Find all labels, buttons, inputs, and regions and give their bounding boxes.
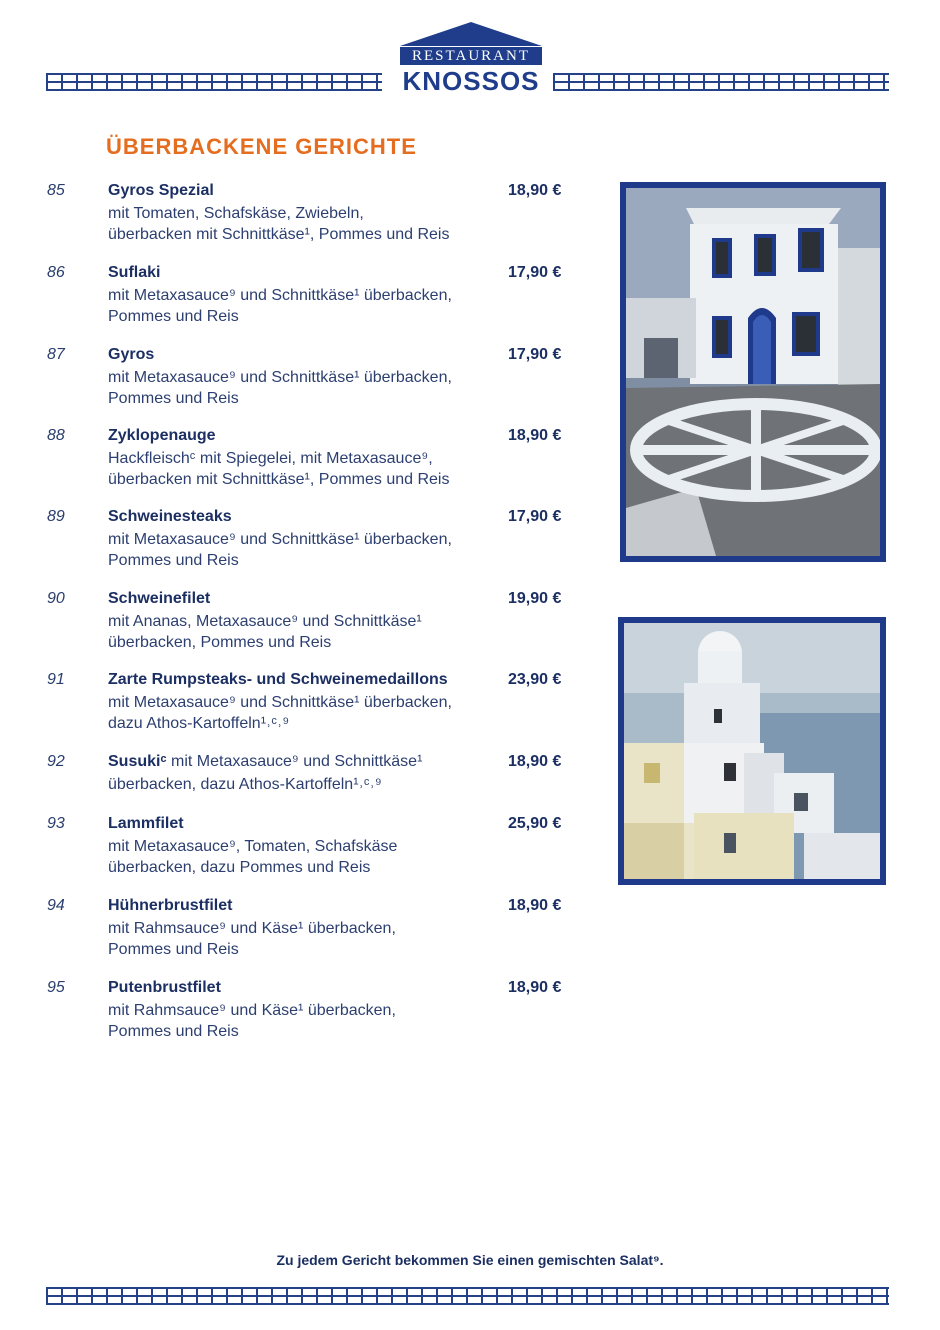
menu-item bbox=[0, 182, 600, 262]
meander-border-right bbox=[553, 73, 889, 91]
item-name: Putenbrustfilet bbox=[108, 979, 221, 996]
item-description: mit Tomaten, Schafskäse, Zwiebeln, überbacken mit Schnittkäse¹, Pommes und Reis bbox=[108, 205, 450, 243]
item-number: 92 bbox=[47, 753, 65, 770]
item-name: Zyklopenauge bbox=[108, 427, 216, 444]
item-description: mit Rahmsauce⁹ und Käse¹ überbacken, Pommes und Reis bbox=[108, 1002, 396, 1040]
item-price: 17,90 € bbox=[508, 264, 562, 281]
item-name: Schweinefilet bbox=[108, 590, 211, 607]
item-number: 93 bbox=[47, 815, 65, 832]
photo-santorini-chapel-image bbox=[624, 623, 880, 879]
menu-item bbox=[0, 897, 600, 977]
item-description: mit Metaxasauce⁹ und Schnittkäse¹ überbacken, dazu Athos-Kartoffeln¹˒ᶜ˒⁹ bbox=[108, 694, 452, 732]
logo-roof bbox=[400, 22, 542, 46]
item-price: 18,90 € bbox=[508, 753, 562, 770]
item-description: mit Metaxasauce⁹ und Schnittkäse¹ überbacken, Pommes und Reis bbox=[108, 287, 452, 325]
item-name: Gyros bbox=[108, 346, 155, 363]
item-description: mit Metaxasauce⁹ und Schnittkäse¹ überbacken, Pommes und Reis bbox=[108, 369, 452, 407]
item-price: 19,90 € bbox=[508, 590, 562, 607]
photo-greek-house bbox=[620, 182, 886, 562]
restaurant-logo bbox=[398, 22, 544, 98]
item-description: mit Ananas, Metaxasauce⁹ und Schnittkäse¹ überbacken, Pommes und Reis bbox=[108, 613, 422, 651]
meander-border-left bbox=[46, 73, 382, 91]
menu-item bbox=[0, 427, 600, 507]
item-description: überbacken, dazu Athos-Kartoffeln¹˒ᶜ˒⁹ bbox=[108, 776, 382, 793]
item-description: mit Metaxasauce⁹, Tomaten, Schafskäse überbacken, dazu Pommes und Reis bbox=[108, 838, 398, 876]
item-name bbox=[108, 753, 422, 771]
item-number: 85 bbox=[47, 182, 65, 199]
item-price: 23,90 € bbox=[508, 671, 562, 688]
item-price: 18,90 € bbox=[508, 182, 562, 199]
meander-border-bottom bbox=[46, 1287, 889, 1305]
item-price: 18,90 € bbox=[508, 427, 562, 444]
item-name: Lammfilet bbox=[108, 815, 184, 832]
logo-restaurant-label: RESTAURANT bbox=[400, 47, 542, 65]
section-title: ÜBERBACKENE GERICHTE bbox=[106, 134, 417, 159]
menu-item bbox=[0, 979, 600, 1059]
photo-santorini-chapel bbox=[618, 617, 886, 885]
item-number: 89 bbox=[47, 508, 65, 525]
item-description: mit Rahmsauce⁹ und Käse¹ überbacken, Pommes und Reis bbox=[108, 920, 396, 958]
menu-item bbox=[0, 590, 600, 670]
photo-greek-house-image bbox=[626, 188, 880, 556]
item-number: 91 bbox=[47, 671, 65, 688]
item-price: 17,90 € bbox=[508, 346, 562, 363]
logo-restaurant-name: KNOSSOS bbox=[402, 66, 540, 96]
item-number: 87 bbox=[47, 346, 65, 363]
item-number: 88 bbox=[47, 427, 65, 444]
item-number: 95 bbox=[47, 979, 65, 996]
item-number: 94 bbox=[47, 897, 65, 914]
menu-item bbox=[0, 508, 600, 588]
item-number: 86 bbox=[47, 264, 65, 281]
item-name: Suflaki bbox=[108, 264, 161, 281]
menu-item bbox=[0, 346, 600, 426]
item-price: 18,90 € bbox=[508, 897, 562, 914]
item-description: mit Metaxasauce⁹ und Schnittkäse¹ überbacken, Pommes und Reis bbox=[108, 531, 452, 569]
item-name: Schweinesteaks bbox=[108, 508, 232, 525]
item-name: Hühnerbrustfilet bbox=[108, 897, 233, 914]
menu-item bbox=[0, 815, 600, 895]
item-number: 90 bbox=[47, 590, 65, 607]
item-name-bold: Susukiᶜ bbox=[108, 753, 167, 770]
item-price: 17,90 € bbox=[508, 508, 562, 525]
item-name-suffix: mit Metaxasauce⁹ und Schnittkäse¹ bbox=[166, 753, 423, 770]
item-name: Zarte Rumpsteaks- und Schweinemedaillons bbox=[108, 671, 448, 688]
footer-note: Zu jedem Gericht bekommen Sie einen gemischten Salat⁹. bbox=[276, 1252, 664, 1268]
menu-item bbox=[0, 671, 600, 751]
item-description: Hackfleischᶜ mit Spiegelei, mit Metaxasauce⁹, überbacken mit Schnittkäse¹, Pommes und Reis bbox=[108, 450, 450, 488]
item-name: Gyros Spezial bbox=[108, 182, 214, 199]
item-price: 25,90 € bbox=[508, 815, 562, 832]
item-price: 18,90 € bbox=[508, 979, 562, 996]
menu-item bbox=[0, 264, 600, 344]
